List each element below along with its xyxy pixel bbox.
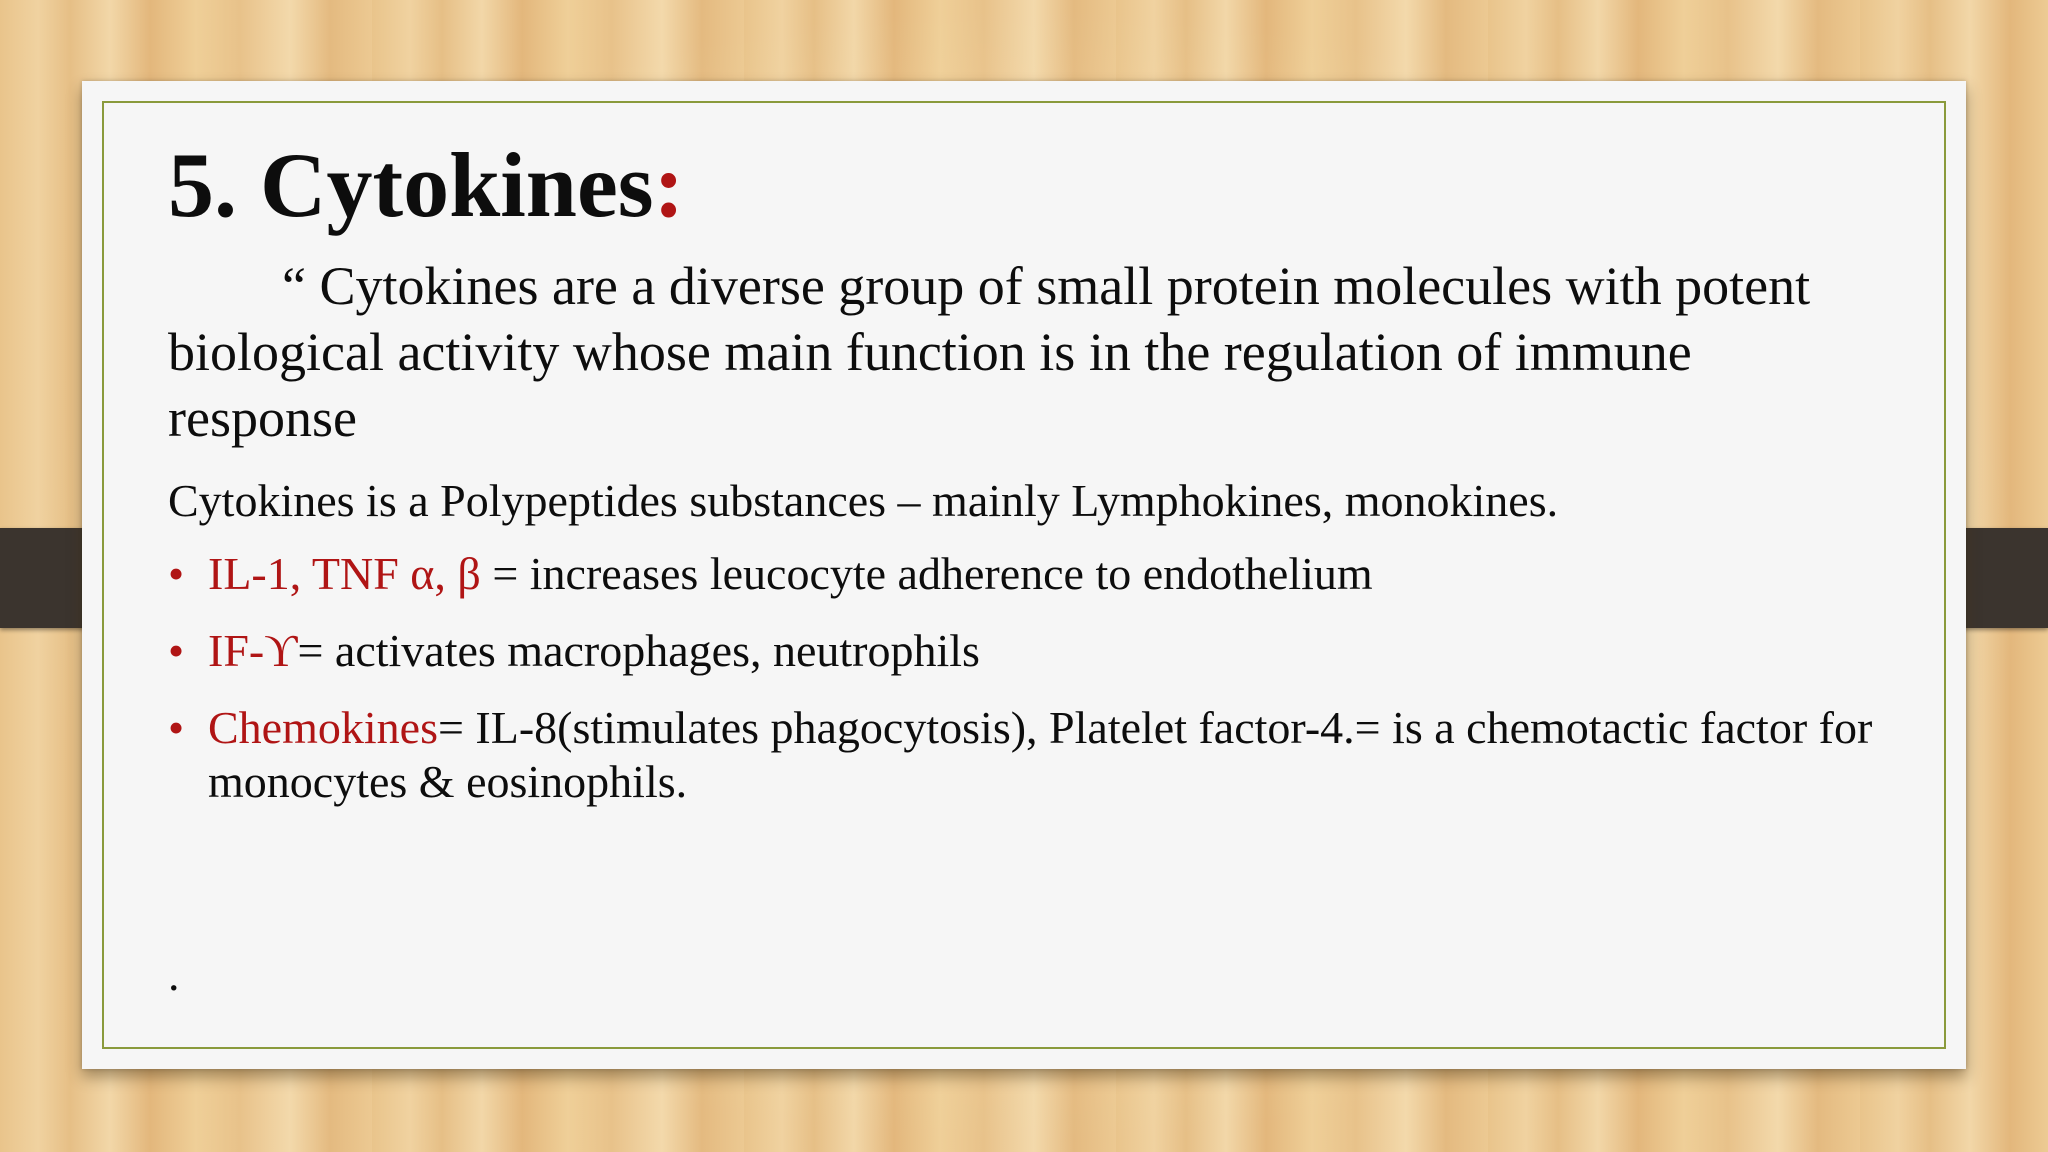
bullet-item-if-gamma [168,624,1888,678]
bullet-marker: • [168,702,185,753]
intro-line: Cytokines is a Polypeptides substances – mainly Lymphokines, monokines. [168,475,1559,526]
slide-content [168,133,1888,832]
bullet-description: = IL-8(stimulates phagocytosis), Platelet factor-4.= is a chemotactic factor for monocytes & eosinophils. [208,702,1873,807]
bullet-term: IL-1, TNF α, β [208,548,481,599]
slide-paper [82,81,1966,1069]
cytokine-bullet-list [168,547,1888,809]
bullet-item-chemokines [168,701,1888,809]
bullet-item-il1-tnf [168,547,1888,601]
slide-title-colon: : [653,134,685,236]
bullet-marker: • [168,625,185,676]
definition-paragraph: “ Cytokines are a diverse group of small protein molecules with potent biological activity whose main function is in the regulation of immune response [168,256,1811,448]
bullet-term: Chemokines [208,702,438,753]
trailing-period: . [168,949,180,1000]
bullet-description: = increases leucocyte adherence to endothelium [480,548,1373,599]
slide-title [168,133,1888,237]
bullet-term: IF-ϒ [208,625,298,676]
bullet-description: = activates macrophages, neutrophils [297,625,980,676]
bullet-marker: • [168,548,185,599]
slide-title-text: 5. Cytokines [168,134,654,236]
